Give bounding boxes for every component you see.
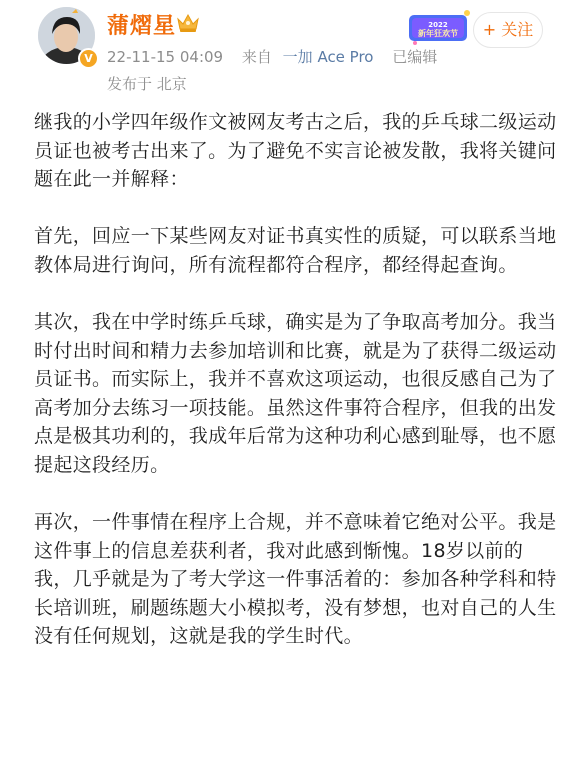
verified-badge: V — [78, 48, 99, 69]
svg-text:2022: 2022 — [428, 21, 448, 29]
paragraph-2: 首先，回应一下某些网友对证书真实性的质疑，可以联系当地教体局进行询问，所有流程都符合程序，都经得起查询。 — [34, 225, 557, 276]
device-link[interactable]: 一加 Ace Pro — [282, 48, 374, 66]
post-meta — [107, 46, 451, 67]
source-prefix: 来自 — [241, 48, 272, 66]
festival-sticker — [407, 5, 473, 47]
post-content — [34, 108, 558, 680]
author-name[interactable]: 蒲熠星 — [107, 14, 177, 39]
follow-button[interactable]: + 关注 — [473, 12, 543, 48]
crown-icon — [175, 11, 201, 33]
post-location: 发布于 北京 — [107, 75, 187, 93]
paragraph-1: 继我的小学四年级作文被网友考古之后，我的乒乓球二级运动员证也被考古出来了。为了避免不实言论被发散，我将关键问题在此一并解释： — [34, 111, 557, 191]
paragraph-4: 再次，一件事情在程序上合规，并不意味着它绝对公平。我是这件事上的信息差获利者，我对此感到惭愧。18岁以前的我，几乎就是为了考大学这一件事活着的：参加各种学科和特长培训班，刷题练题大小模拟考，没有梦想，也对自己的人生没有任何规划，这就是我的学生时代。 — [34, 511, 557, 648]
edited-label[interactable]: 已编辑 — [392, 48, 438, 66]
post-header — [0, 0, 584, 100]
paragraph-3: 其次，我在中学时练乒乓球，确实是为了争取高考加分。我当时付出时间和精力去参加培训和比赛，就是为了获得二级运动员证书。而实际上，我并不喜欢这项运动，也很反感自己为了高考加分去练习一项技能。虽然这件事符合程序，但我的出发点是极其功利的，我成年后常为这种功利心感到耻辱，也不愿提起这段经历。 — [34, 310, 557, 476]
svg-text:新年狂欢节: 新年狂欢节 — [418, 29, 458, 38]
post-timestamp: 22-11-15 04:09 — [107, 48, 224, 66]
